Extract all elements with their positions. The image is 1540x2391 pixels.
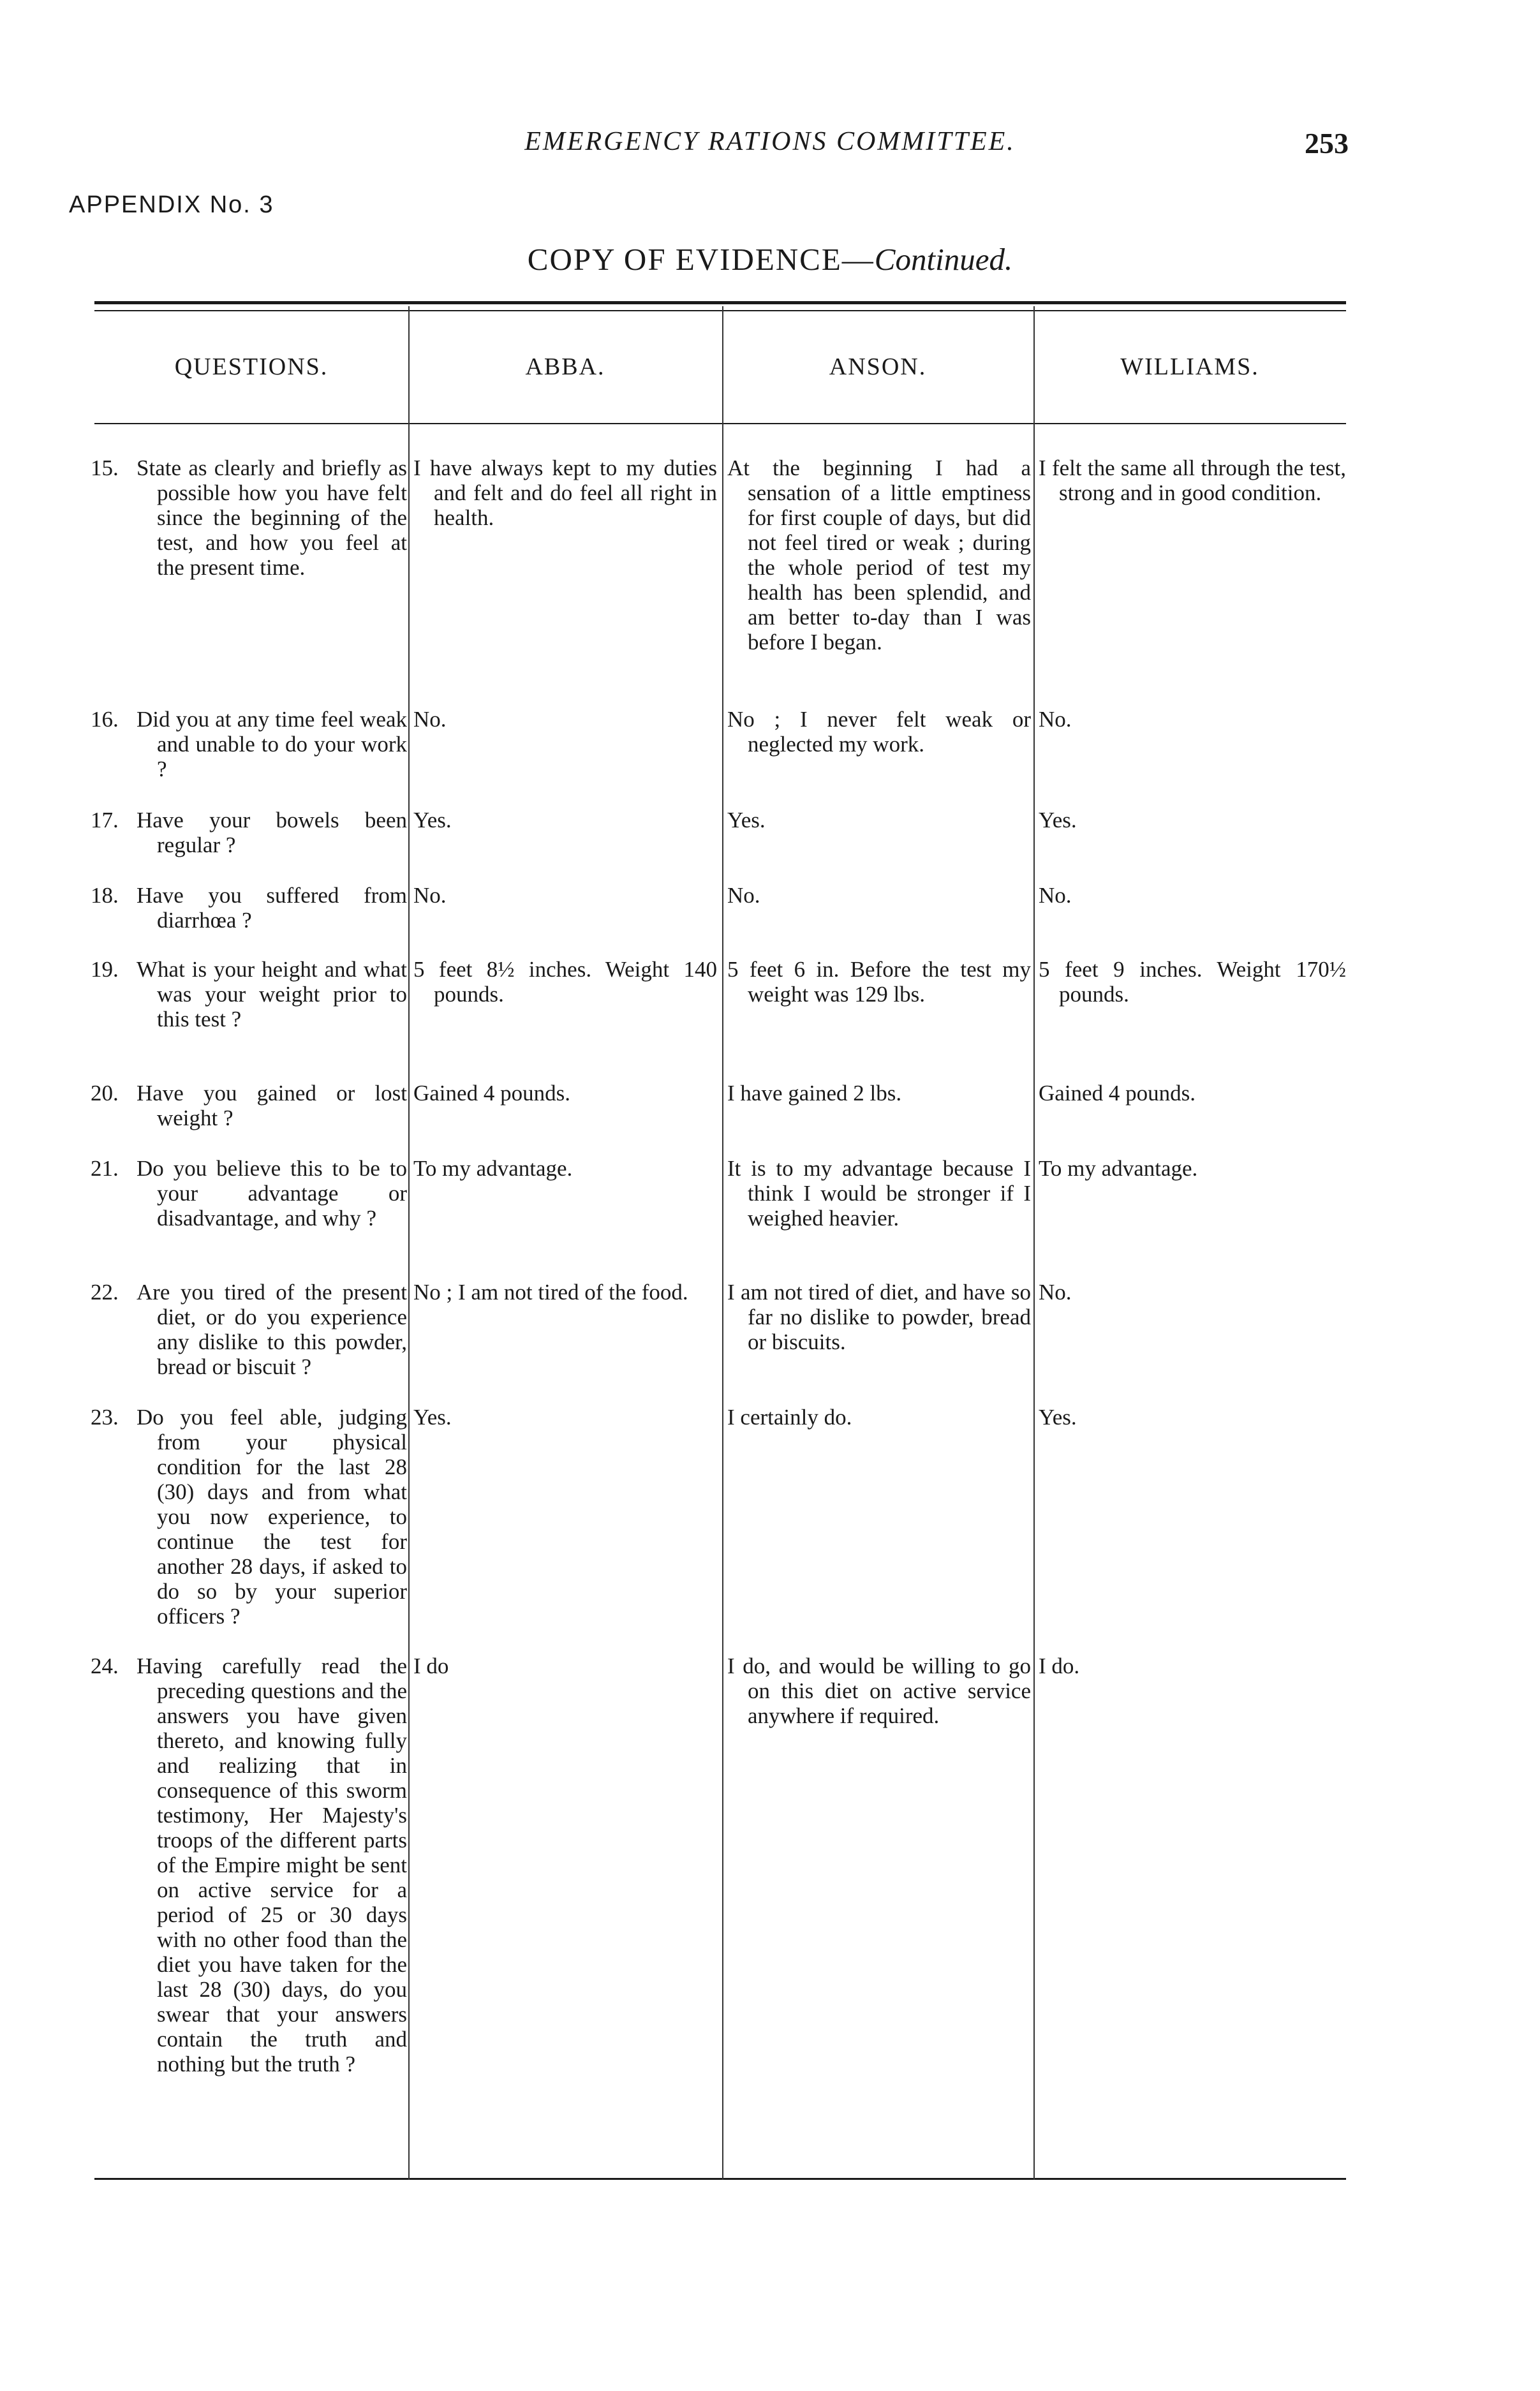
williams-answer: To my advantage. [1039,1156,1198,1181]
question-text: Do you believe this to be to your advantage or disadvantage, and why ? [137,1156,407,1231]
williams-answer: Yes. [1039,808,1077,833]
question-text: Have you suffered from diarrhœa ? [137,883,407,933]
column-header-anson: ANSON. [829,353,927,380]
question-text: State as clearly and briefly as possible how you have felt since the beginning of the test, and how you feel at the present time. [137,455,407,580]
abba-answer: I do [413,1654,449,1678]
question-number: 23. [91,1405,119,1430]
anson-answer: It is to my advantage because I think I would be stronger if I weighed heavier. [727,1156,1031,1231]
anson-answer: Yes. [727,808,766,833]
question-number: 15. [91,455,119,480]
anson-answer: I certainly do. [727,1405,852,1430]
abba-answer: No. [413,883,447,908]
question-text: Have you gained or lost weight ? [137,1081,407,1130]
top-double-rule-thick [94,301,1346,304]
williams-answer: No. [1039,1280,1072,1305]
question-number: 18. [91,883,119,908]
williams-answer: No. [1039,883,1072,908]
anson-answer: No ; I never felt weak or neglected my work. [727,707,1031,757]
question-text: Have your bowels been regular ? [137,808,407,857]
anson-answer: At the beginning I had a sensation of a little emptiness for first couple of days, but did not feel tired or weak ; during the whole period of test my health has been splendid, and am better to-day than I was before I began. [727,455,1031,655]
question-number: 17. [91,808,119,833]
column-divider [1033,306,1035,2180]
anson-answer: I have gained 2 lbs. [727,1081,902,1106]
abba-answer: I have always kept to my duties and felt and do feel all right in health. [413,455,717,530]
top-double-rule-thin [94,310,1346,311]
anson-answer: I do, and would be willing to go on this diet on active service anywhere if required. [727,1654,1031,1728]
question-text: Are you tired of the present diet, or do you experience any dislike to this powder, bread or biscuit ? [137,1280,407,1379]
question-number: 20. [91,1081,119,1106]
williams-answer: I do. [1039,1654,1080,1678]
anson-answer: I am not tired of diet, and have so far no dislike to powder, bread or biscuits. [727,1280,1031,1354]
question-text: Did you at any time feel weak and unable to do your work ? [137,707,407,781]
section-title-main: COPY OF EVIDENCE— [527,242,875,277]
question-text: Do you feel able, judging from your physical condition for the last 28 (30) days and from what you now experience, to continue the test for another 28 days, if asked to do so by your superior officers ? [137,1405,407,1629]
abba-answer: Gained 4 pounds. [413,1081,570,1106]
column-divider [722,306,723,2180]
header-bottom-rule [94,423,1346,424]
section-title-continued: Continued. [874,242,1013,277]
question-number: 16. [91,707,119,732]
table-bottom-rule [94,2178,1346,2180]
abba-answer: To my advantage. [413,1156,573,1181]
question-number: 21. [91,1156,119,1181]
williams-answer: No. [1039,707,1072,732]
williams-answer: Gained 4 pounds. [1039,1081,1196,1106]
column-header-williams: WILLIAMS. [1120,353,1259,380]
abba-answer: No ; I am not tired of the food. [413,1280,688,1305]
question-number: 24. [91,1654,119,1678]
section-title [0,241,1540,278]
abba-answer: No. [413,707,447,732]
question-number: 22. [91,1280,119,1305]
question-text: What is your height and what was your weight prior to this test ? [137,957,407,1032]
williams-answer: Yes. [1039,1405,1077,1430]
abba-answer: Yes. [413,1405,452,1430]
column-header-questions: QUESTIONS. [174,353,329,380]
abba-answer: 5 feet 8½ inches. Weight 140 pounds. [413,957,717,1007]
page-number: 253 [1305,127,1349,159]
appendix-label: APPENDIX No. 3 [69,191,274,218]
williams-answer: 5 feet 9 inches. Weight 170½ pounds. [1039,957,1346,1007]
running-head: EMERGENCY RATIONS COMMITTEE. [524,127,1016,156]
anson-answer: No. [727,883,760,908]
abba-answer: Yes. [413,808,452,833]
question-number: 19. [91,957,119,982]
column-header-abba: ABBA. [525,353,605,380]
williams-answer: I felt the same all through the test, strong and in good condition. [1039,455,1346,505]
column-divider [408,306,410,2180]
question-text: Having carefully read the preceding questions and the answers you have given thereto, and knowing fully and realizing that in consequence of this sworm testimony, Her Majesty's troops of the different parts of the Empire might be sent on active service for a period of 25 or 30 days with no other food than the diet you have taken for the last 28 (30) days, do you swear that your answers contain the truth and nothing but the truth ? [137,1654,407,2076]
anson-answer: 5 feet 6 in. Before the test my weight was 129 lbs. [727,957,1031,1007]
